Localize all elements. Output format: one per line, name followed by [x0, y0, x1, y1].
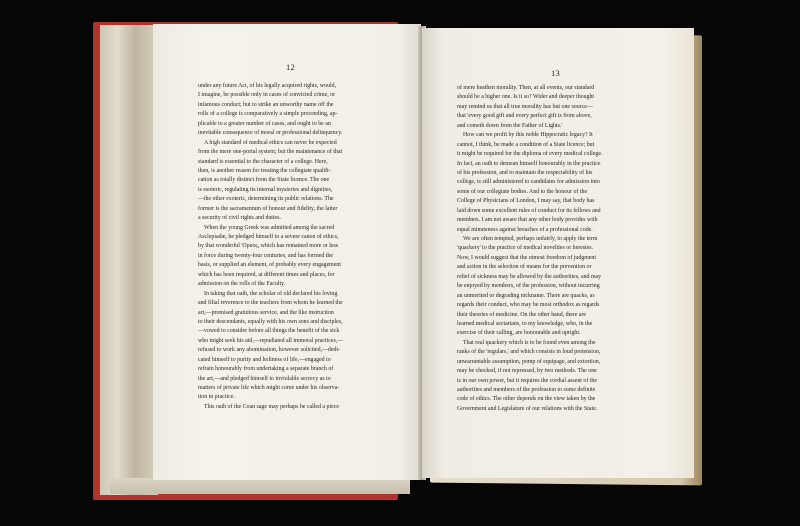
text-line: may be checked, if not repressed, by two methods. The one: [457, 368, 597, 375]
text-line: should be a higher one. Is it so? Wider and deeper thought: [457, 94, 595, 101]
text-line: a security of civil rights and duties.: [198, 215, 281, 222]
text-line: is esoteric, regulating its internal mysteries and dignities,: [198, 186, 333, 193]
text-line: cannot, I think, be made a condition of a State licence; but: [457, 141, 595, 148]
text-line: under any future Act, of his legally acquired rights, would,: [198, 83, 337, 89]
right-page: [422, 28, 694, 478]
text-line: unwarrantable assumption, pomp of equipage, and extortion,: [457, 358, 601, 365]
left-page: [153, 24, 421, 480]
text-line: their theories of medicine. On the other hand, there are: [457, 311, 587, 318]
page-edges-left: [100, 25, 158, 495]
text-line: of mere heathen morality. Then, at all events, our standard: [457, 85, 595, 91]
text-line: I imagine, be possible only in cases of convicted crime, or: [198, 92, 336, 99]
text-line: inevitable consequence of moral or professional delinquency.: [198, 130, 343, 137]
text-line: the art,—and pledged himself to inviolable secrecy as to: [198, 375, 331, 382]
text-line: How can we profit by this noble Hippocratic legacy? It: [463, 132, 593, 139]
text-line: Now, I would suggest that the utmost freedom of judgment: [457, 254, 597, 261]
text-line: tion in practice.: [198, 394, 235, 401]
text-line: authorities and members of the profession to some definite: [457, 387, 596, 393]
text-line: code of ethics. The other depends on the view taken by the: [457, 396, 596, 403]
page-edges-bottom: [110, 478, 410, 494]
text-line: some of our collegiate bodies. And to the honour of the: [457, 188, 588, 195]
text-line: relief of sickness may be allowed by the authorities, and may: [457, 273, 602, 280]
text-line: is in our own power, but it requires the cordial assent of the: [457, 377, 597, 384]
text-line: which has been required, at different times and places, for: [198, 271, 335, 278]
text-line: In taking that oath, the scholar of old declared his loving: [204, 290, 338, 297]
right-page-number: 13: [551, 68, 561, 78]
text-line: cated himself to purity and holiness of life,—engaged to: [198, 356, 331, 363]
text-line: This oath of the Coan sage may perhaps be called a piece: [204, 403, 339, 410]
text-line: Asclepiadæ, he pledged himself to a severe canon of ethics,: [198, 234, 339, 240]
text-line: A high standard of medical ethics can never be expected: [204, 139, 337, 146]
text-line: of his profession, and to maintain the respectability of his: [457, 169, 593, 176]
text-line: an unmerited or degrading nickname. There are quacks, as: [457, 292, 595, 299]
text-line: in force during twenty-four centuries, and has formed the: [198, 252, 333, 259]
text-line: —the other exoteric, determining its public relations. The: [198, 196, 334, 203]
text-line: plicable to a greater number of cases, and ought to be an: [198, 120, 331, 127]
left-page-text: [198, 82, 394, 412]
text-line: may remind us that all true morality has but one source—: [457, 103, 593, 110]
text-line: 'quackery' to the practice of medical novelties or heresies.: [457, 245, 594, 252]
text-line: regards their conduct, who may be most orthodox as regards: [457, 302, 600, 309]
text-line: to their descendants, equally with his own sons and disciples,: [198, 318, 343, 325]
left-page-number: 12: [286, 62, 296, 72]
text-line: refused to work any abomination, however solicited,—dedi-: [198, 347, 340, 354]
text-line: learned medical sectarians, to my knowledge, who, in the: [457, 320, 593, 327]
text-line: admission on the rolls of the Faculty.: [198, 281, 286, 288]
text-line: equal minuteness against breaches of a professional code.: [457, 226, 593, 233]
text-line: cation as totally distinct from the State licence. The one: [198, 177, 330, 184]
text-line: standard is essential to the character of a college. Here,: [198, 158, 328, 165]
text-line: refrain honourably from undertaking a separate branch of: [198, 366, 334, 373]
text-line: and cometh down from the Father of Lights.': [457, 122, 563, 129]
text-line: and filial reverence to the teachers from whom he learned the: [198, 300, 343, 307]
text-line: —vowed to consider before all things the benefit of the sick: [198, 328, 340, 335]
text-line: college, is still administered to candidates for admission into: [457, 179, 600, 186]
text-line: When the young Greek was admitted among the sacred: [204, 224, 335, 231]
text-line: rolls of a college is comparatively a simple proceeding, ap-: [198, 111, 338, 118]
right-page-text: [457, 84, 655, 414]
text-line: infamous conduct; but to strike an unworthy name off the: [198, 101, 334, 108]
text-line: In fact, an oath to demean himself honourably in the practice: [457, 160, 601, 167]
text-line: members. I am not aware that any other body provides with: [457, 217, 598, 224]
text-line: from the mere one-portal system; but the maintenance of that: [198, 149, 343, 156]
text-line: We are often tempted, perhaps unfairly, to apply the term: [463, 236, 598, 242]
text-line: That real quackery which is to be found even among the: [463, 339, 596, 346]
text-line: former is the sacramentum of honour and fidelity, the latter: [198, 205, 338, 212]
text-line: laid down some excellent rules of conduct for its fellows and: [457, 207, 601, 214]
text-line: be enjoyed by members, of the profession, without incurring: [457, 283, 600, 290]
text-line: and action in the selection of means for the prevention or: [457, 264, 592, 271]
text-line: ranks of the 'regulars,' and which consists in loud pretension,: [457, 349, 601, 356]
text-line: College of Physicians of London, I may say, that body has: [457, 198, 595, 205]
text-line: matters of private life which might come under his observa-: [198, 385, 340, 391]
text-line: Government and Legislature of our relations with the State.: [457, 405, 598, 412]
text-line: that 'every good gift and every perfect gift is from above,: [457, 113, 592, 120]
text-line: art,—promised gratuitous service, and the like instruction: [198, 309, 334, 316]
text-line: who might seek his aid,—repudiated all immoral practices,—: [198, 337, 344, 344]
text-line: it might be required for the diploma of every medical college.: [457, 151, 603, 158]
text-line: by that wonderful 'Ορκος, which has remained more or less: [198, 243, 339, 250]
text-line: then, is another reason for treating the collegiate qualifi-: [198, 167, 331, 174]
text-line: exercise of their calling, are honourable and upright.: [457, 330, 581, 337]
text-line: basis, or supplied an element, of probably every engagement: [198, 262, 341, 269]
